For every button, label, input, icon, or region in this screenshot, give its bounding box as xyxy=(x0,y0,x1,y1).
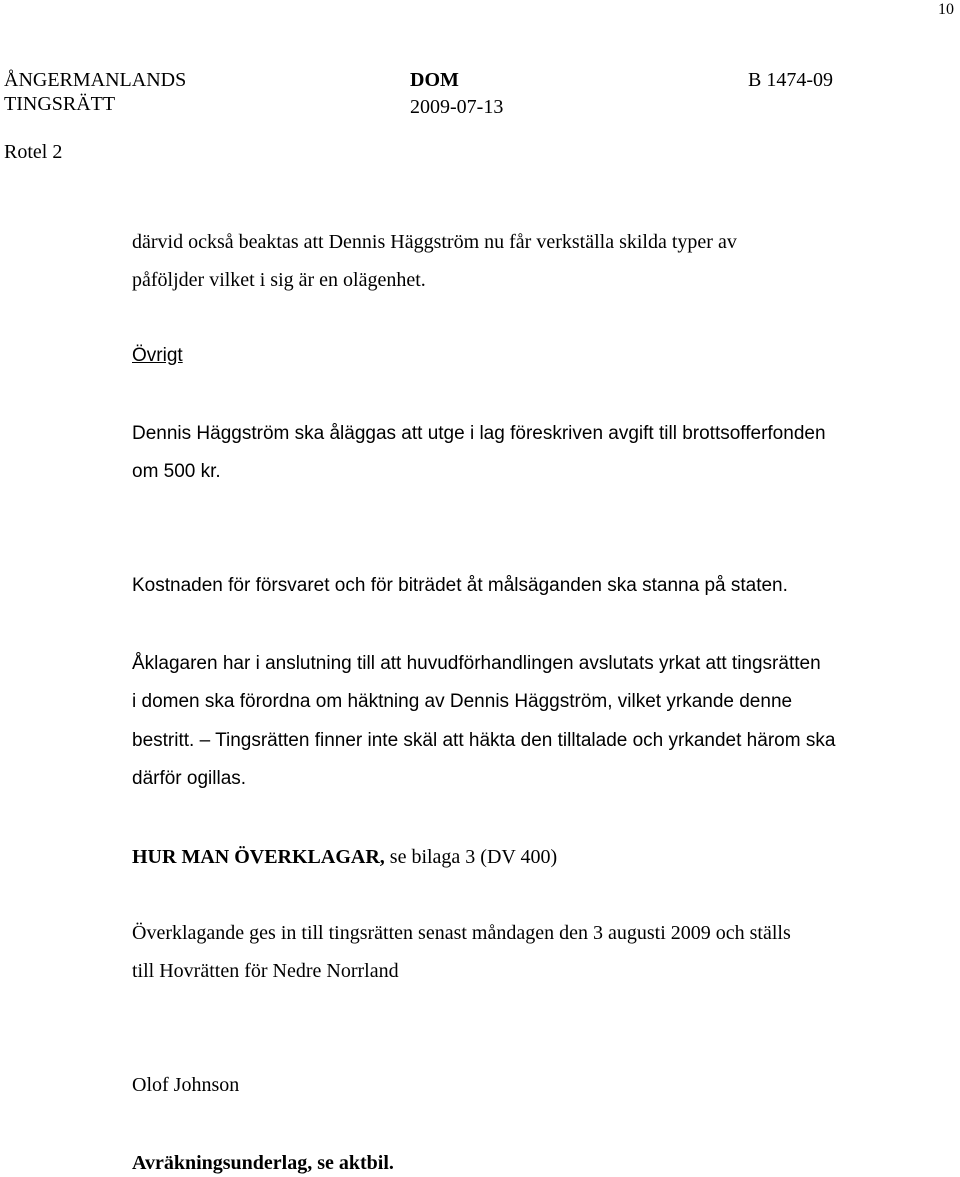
paragraph-4-line-4: därför ogillas. xyxy=(132,768,247,789)
section-heading-ovrigt: Övrigt xyxy=(132,345,183,366)
paragraph-4-line-2: i domen ska förordna om häktning av Dennis Häggström, vilket yrkande denne xyxy=(132,691,793,712)
paragraph-1-line-1: därvid också beaktas att Dennis Häggström nu får verkställa skilda typer av xyxy=(132,231,737,253)
document-date: 2009-07-13 xyxy=(410,96,504,118)
appeal-heading-rest: se bilaga 3 (DV 400) xyxy=(384,846,558,868)
page-number: 10 xyxy=(938,1,954,18)
paragraph-4-line-3: bestritt. – Tingsrätten finner inte skäl att häkta den tilltalade och yrkandet härom ska xyxy=(132,730,836,751)
signature-name: Olof Johnson xyxy=(132,1074,240,1096)
footer-note: Avräkningsunderlag, se aktbil. xyxy=(132,1152,394,1174)
appeal-line-1: Överklagande ges in till tingsrätten senast måndagen den 3 augusti 2009 och ställs xyxy=(132,922,791,944)
paragraph-2-line-2: om 500 kr. xyxy=(132,461,221,482)
paragraph-1-line-2: påföljder vilket i sig är en olägenhet. xyxy=(132,269,426,291)
court-name-line1: ÅNGERMANLANDS xyxy=(4,69,187,91)
case-number: B 1474-09 xyxy=(748,69,833,91)
division-label: Rotel 2 xyxy=(4,141,63,163)
document-type: DOM xyxy=(410,69,459,91)
paragraph-2-line-1: Dennis Häggström ska åläggas att utge i lag föreskriven avgift till brottsofferfonden xyxy=(132,423,826,444)
appeal-line-2: till Hovrätten för Nedre Norrland xyxy=(132,960,399,982)
appeal-heading-bold: HUR MAN ÖVERKLAGAR, xyxy=(132,846,385,868)
paragraph-4-line-1: Åklagaren har i anslutning till att huvudförhandlingen avslutats yrkat att tingsrätten xyxy=(132,653,821,674)
appeal-heading xyxy=(132,845,557,869)
paragraph-3: Kostnaden för försvaret och för biträdet åt målsäganden ska stanna på staten. xyxy=(132,575,788,596)
court-name-line2: TINGSRÄTT xyxy=(4,93,116,115)
